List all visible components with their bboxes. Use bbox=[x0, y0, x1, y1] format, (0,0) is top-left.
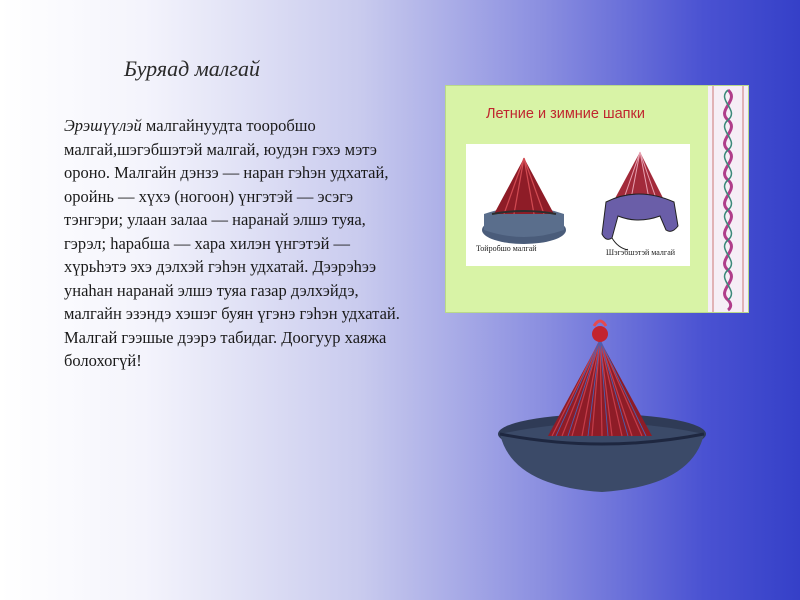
body-emph: Эрэшүүлэй bbox=[64, 116, 142, 135]
summer-hat-icon bbox=[470, 148, 580, 258]
body-paragraph-1 bbox=[64, 114, 404, 326]
body-paragraph-2: Малгай гээшые дээрэ табидаг. Доогуур хаяжа болохогүй! bbox=[64, 327, 387, 370]
card-inner bbox=[466, 144, 690, 266]
hats-card bbox=[446, 86, 748, 312]
right-caption: Шэгэбшэтэй малгай bbox=[606, 248, 676, 257]
body-line-1: малгайнуудта тооробшо малгай,шэгэбшэтэй малгай, юудэн гэхэ мэтэ ороно. Малгайн дэнзэ — наран гэһэн удхатай, оройнь — хүхэ (ногоон) үнгэтэй — эсэгэ тэнгэри; улаан залаа — наранай элшэ туяа, гэрэл; һарабша — хара хилэн үнгэтэй — хүрьһэтэ эхэ дэлхэй гэһэн удхатай. Дээрэһээ унаһан наранай элшэ туяа газар дэлхэйдэ, малгайн эзэндэ хэшэг буян үгэнэ гэһэн удхатай. bbox=[64, 116, 400, 323]
slide-title: Буряад малгай bbox=[124, 56, 260, 81]
body-text bbox=[64, 114, 404, 373]
left-caption: Тойробшо малгай bbox=[476, 244, 537, 253]
traditional-hat-image bbox=[492, 316, 708, 500]
winter-hat-icon bbox=[588, 146, 688, 256]
card-title: Летние и зимние шапки bbox=[486, 106, 645, 122]
ornament-border bbox=[708, 86, 748, 312]
